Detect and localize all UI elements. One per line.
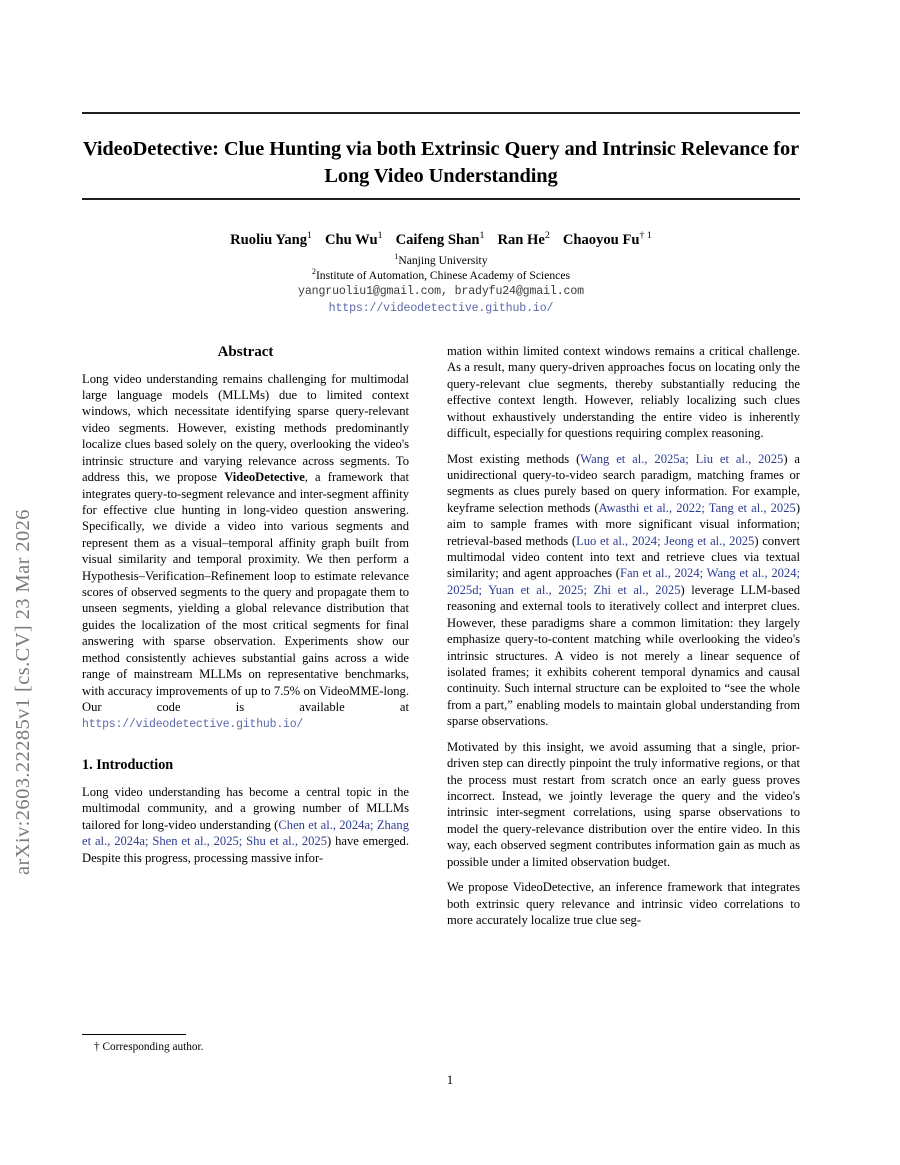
left-column <box>82 343 409 866</box>
author-entry: Chu Wu$^1$ <box>325 230 383 248</box>
citation-link[interactable]: Chen et al., 2024a; Zhang et al., 2024a; Shen et al., 2025; Shu et al., 2025 <box>82 817 409 849</box>
page-title: VideoDetective: Clue Hunting via both Extrinsic Query and Intrinsic Relevance for Long Video Understanding <box>82 137 800 188</box>
title-rule-bottom <box>82 198 800 200</box>
title-rule-top <box>82 112 800 114</box>
author-entry: Chaoyou Fu$^{\dagger 1}$ <box>562 230 652 248</box>
abstract-code-link[interactable]: https://videodetective.github.io/ <box>82 718 304 732</box>
citation-link[interactable]: Awasthi et al., 2022; Tang et al., 2025 <box>598 500 796 515</box>
author-entry: Caifeng Shan$^1$ <box>395 230 485 248</box>
right-paragraph-2: Most existing methods (Wang et al., 2025a; Liu et al., 2025) a unidirectional query-to-video search paradigm, matching frames or segments as clues purely based on query information. For example, keyframe selection methods (Awasthi et al., 2022; Tang et al., 2025) aim to sample frames with more significant visual information; retrieval-based methods (Luo et al., 2024; Jeong et al., 2025) convert multimodal video content into text and retrieve clues via textual similarity; and agent approaches (Fan et al., 2024; Wang et al., 2024; 2025d; Yuan et al., 2025; Zhi et al., 2025) leverage LLM-based reasoning and external tools to iteratively collect and interpret clues. However, these paradigms share a common limitation: they largely emphasize query-to-content matching while overlooking the video's intrinsic structures. A video is not merely a linear sequence of isolated frames; it exhibits coherent temporal dynamics and causal continuity. Such internal structure can be exploited to “see the whole from a part,” enabling models to maintain global understanding from sparse observations. <box>447 451 801 729</box>
introduction-paragraph: Long video understanding has become a central topic in the multimodal community, and a growing number of MLLMs tailored for long-video understanding (Chen et al., 2024a; Zhang et al., 2024a; Shen et al., 2025; Shu et al., 2025) have emerged. Despite this progress, processing massive infor- <box>82 784 410 865</box>
author-affiliation-marker: 1 <box>377 230 383 242</box>
footnote-block <box>82 1034 409 1055</box>
author-affiliation-marker: † 1 <box>639 230 652 242</box>
author-affiliation-marker: 2 <box>544 230 550 242</box>
author-list <box>82 232 800 250</box>
citation-link[interactable]: Wang et al., 2025a; Liu et al., 2025 <box>580 451 784 466</box>
page-number: 1 <box>446 1073 454 1087</box>
affiliation-line: $^2$Institute of Automation, Chinese Academy of Sciences <box>312 266 570 282</box>
project-url-link[interactable]: https://videodetective.github.io/ <box>328 302 554 316</box>
right-paragraph-4: We propose VideoDetective, an inference framework that integrates both extrinsic query relevance and intrinsic video correlations to more accurately localize true clue seg- <box>447 880 800 927</box>
section-heading-introduction: 1. Introduction <box>82 757 174 774</box>
author-block <box>82 232 800 318</box>
author-entry: Ran He$^2$ <box>497 230 550 248</box>
abstract-body: Long video understanding remains challenging for multimodal large language models (MLLMs) due to limited context windows, which necessitate identifying sparse query-relevant video segments. However, existing methods predominantly localize clues based solely on the query, overlooking the video's intrinsic structure and varying relevance across segments. To address this, we propose VideoDetective, a framework that integrates query-to-segment relevance and inter-segment affinity for effective clue hunting in long-video question answering. Specifically, we divide a video into various segments and represent them as a visual–temporal affinity graph built from visual similarity and temporal proximity. We then perform a Hypothesis–Verification–Refinement loop to estimate relevance scores of observed segments to the query and propagate them to unseen segments, yielding a global relevance distribution that guides the localization of the most critical segments for final answering with sparse observation. Experiments show our method consistently achieves substantial gains across a wide range of mainstream MLLMs on representative benchmarks, with accuracy improvements of up to 7.5% on VideoMME-long. Our code is available at https://videodetective.github.io/ <box>82 371 409 732</box>
footnote-rule <box>82 1034 186 1035</box>
citation-link[interactable]: Luo et al., 2024; Jeong et al., 2025 <box>576 533 755 548</box>
author-affiliation-marker: 1 <box>307 230 312 242</box>
abstract-heading: Abstract <box>217 344 274 360</box>
affiliation-marker: 1 <box>394 251 399 261</box>
affiliation-marker: 2 <box>312 266 316 276</box>
method-name: VideoDetective <box>224 470 305 485</box>
footnote-text: † Corresponding author. <box>94 1041 204 1053</box>
right-column <box>447 343 800 937</box>
affiliation-line: $^1$Nanjing University <box>394 251 488 267</box>
author-emails: yangruoliu1@gmail.com, bradyfu24@gmail.com <box>298 285 584 299</box>
author-entry: Ruoliu Yang$^1$ <box>230 230 312 248</box>
citation-link[interactable]: Fan et al., 2024; Wang et al., 2024; 2025d; Yuan et al., 2025; Zhi et al., 2025 <box>447 566 800 597</box>
right-paragraph-3: Motivated by this insight, we avoid assuming that a single, prior-driven step can directly pinpoint the truly informative regions, or that the process must restart from scratch once an early guess proves incorrect. Instead, we jointly leverage the query and the video's intrinsic inter-segment correlations, using sparse observations to model the query-relevance distribution over the entire video. In this way, each observed segment contributes information gain as much as possible under a limited observation budget. <box>447 739 800 869</box>
author-affiliation-marker: 1 <box>479 230 485 242</box>
right-paragraph-1: mation within limited context windows remains a critical challenge. As a result, many query-driven approaches focus on locating only the query-relevant clue segments, thereby substantially reducing the effective context length. However, reliably localizing such clues without exhaustively understanding the entire video is inherently difficult, especially for questions requiring complex reasoning. <box>447 344 800 441</box>
arxiv-identifier-stamp: arXiv:2603.22285v1 [cs.CV] 23 Mar 2026 <box>11 509 34 875</box>
